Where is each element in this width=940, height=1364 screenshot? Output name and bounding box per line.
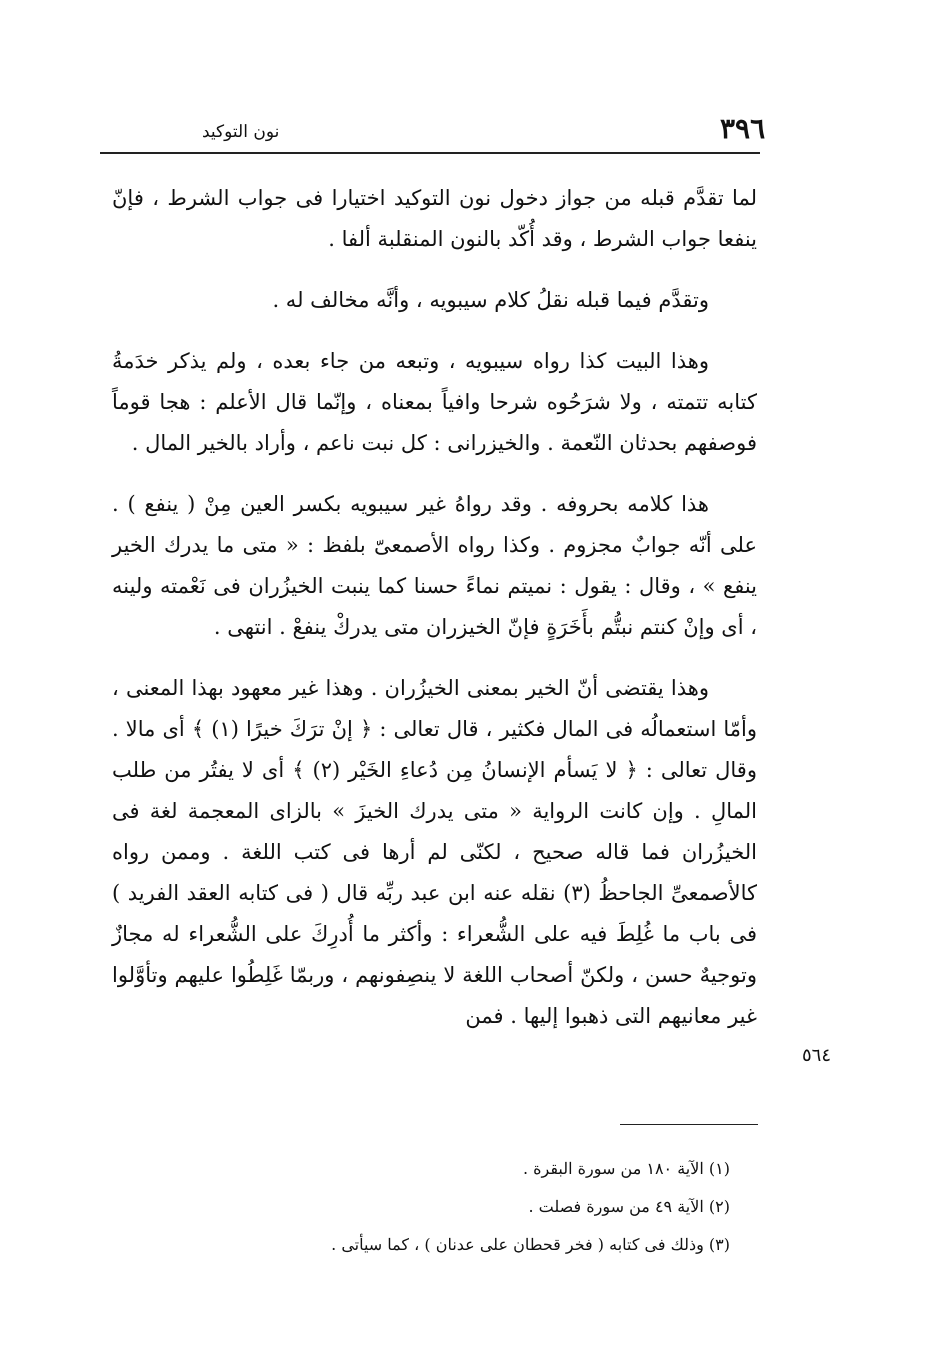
paragraph: وتقدَّم فيما قبله نقلُ كلام سيبويه ، وأنَّه مخالف له . <box>272 288 709 312</box>
paragraph: لما تقدَّم قبله من جواز دخول نون التوكيد اختيارا فى جواب الشرط ، فإنّ ينفعا جواب الشرط ، وقد أُكّد بالنون المنقلبة ألفا . <box>112 186 757 251</box>
footnote: (١) الآية ١٨٠ من سورة البقرة . <box>522 1159 730 1178</box>
page-header <box>100 108 766 154</box>
paragraph: هذا كلامه بحروفه . وقد رواهُ غير سيبويه بكسر العين مِنْ ( ينفع ) . على أنّه جوابٌ مجزوم . وكذا رواه الأصمعىّ بلفظ : « متى ما يدرك الخير ينفع » ، وقال : يقول : نميتم نماءً حسنا كما ينبت الخيزُران فى نَعْمته ولينه ، أى وإنْ كنتم نبتُّم بأَخَرَةٍ فإنّ الخيزران متى يدركْ ينفعْ . انتهى . <box>112 492 757 639</box>
footnote: (٢) الآية ٤٩ من سورة فصلت . <box>528 1197 730 1216</box>
footnote-divider <box>620 1124 758 1125</box>
main-text <box>112 178 757 1057</box>
footnote: (٣) وذلك فى كتابه ( فخر قحطان على عدنان ) ، كما سيأتى . <box>331 1235 730 1254</box>
paragraph: وهذا يقتضى أنّ الخير بمعنى الخيزُران . وهذا غير معهود بهذا المعنى ، وأمّا استعمالُه فى المال فكثير ، قال تعالى : ﴿ إنْ ترَكَ خيرًا (١) ﴾ أى مالا . وقال تعالى : ﴿ لا يَسأم الإنسانُ مِن دُعاءِ الخَيْر (٢) ﴾ أى لا يفتُر من طلب المالِ . وإن كانت الرواية « متى يدرك الخيزَ » بالزاى المعجمة لغة فى الخيزُران فما قاله صحيح ، لكنّى لم أرها فى كتب اللغة . وممن رواه كالأصمعىِّ الجاحظُ (٣) نقله عنه ابن عبد ربِّه قال ( فى كتابه العقد الفريد ) فى باب ما غُلِطَ فيه على الشُّعراء : وأكثر ما أُدرِكَ على الشُّعراء له مجازٌ وتوجيهٌ حسن ، ولكنّ أصحاب اللغة لا ينصِفونهم ، وربمّا غَلِطُوا عليهم وتأوَّلوا غير معانيهم التى ذهبوا إليها . فمن <box>112 676 758 1028</box>
paragraph: وهذا البيت كذا رواه سيبويه ، وتبعه من جاء بعده ، ولم يذكر خدَمةُ كتابه تتمته ، ولا شرَحُوه شرحا وافياً بمعناه ، وإنّما قال الأعلم : هجا قوماً فوصفهم بحدثان النّعمة . والخيزرانى : كل نبت ناعم ، وأراد بالخير المال . <box>112 349 757 455</box>
page-number: ٣٩٦ <box>720 112 766 145</box>
margin-reference-number: ٥٦٤ <box>802 1045 832 1066</box>
footnotes <box>200 1150 730 1264</box>
running-title: نون التوكيد <box>202 122 280 142</box>
